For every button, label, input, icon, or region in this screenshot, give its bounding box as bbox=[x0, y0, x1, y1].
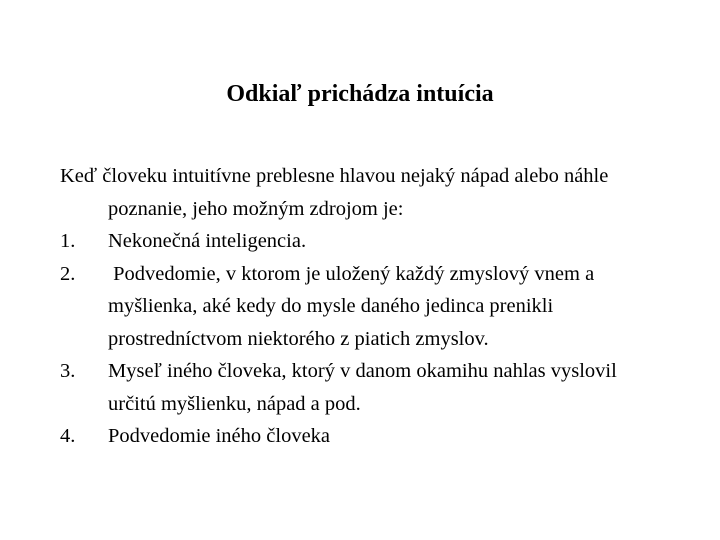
list-item-text: Podvedomie, v ktorom je uložený každý zmyslový vnem a myšlienka, aké kedy do mysle daného jedinca prenikli prostredníctvom niektorého z piatich zmyslov. bbox=[108, 262, 600, 350]
list-item-number: 2. bbox=[60, 262, 76, 285]
list-item-number: 4. bbox=[60, 425, 76, 447]
list-item bbox=[60, 225, 660, 258]
list-item bbox=[60, 420, 660, 453]
intro-paragraph: Keď človeku intuitívne preblesne hlavou nejaký nápad alebo náhle poznanie, jeho možným zdrojom je: bbox=[60, 165, 609, 220]
list-item-number: 1. bbox=[60, 230, 76, 252]
list-item-number: 3. bbox=[60, 360, 76, 382]
list-item bbox=[60, 355, 660, 420]
list-item bbox=[60, 258, 660, 356]
list-item-text: Nekonečná inteligencia. bbox=[108, 230, 307, 252]
list-item-text: Podvedomie iného človeka bbox=[108, 425, 331, 447]
source-list bbox=[60, 225, 660, 453]
slide-title: Odkiaľ prichádza intuícia bbox=[226, 81, 494, 107]
list-item-text: Myseľ iného človeka, ktorý v danom okamihu nahlas vyslovil určitú myšlienku, nápad a pod. bbox=[108, 360, 622, 415]
slide-body bbox=[60, 160, 660, 453]
